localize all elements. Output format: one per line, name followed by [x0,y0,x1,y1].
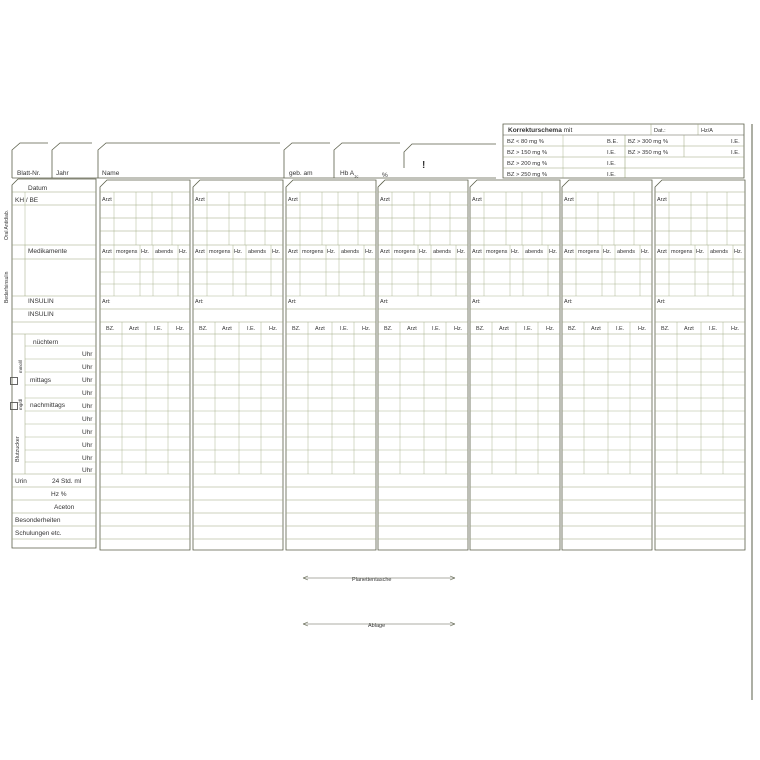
insulin1-label: INSULIN [28,298,54,305]
besonderheiten-label: Besonderheiten [15,517,61,524]
aceton-label: Aceton [54,504,75,511]
oral-antidiab-label: Oral Antidiab. [4,209,10,240]
bz-label: BZ. [661,326,670,332]
arzt-label: Arzt [195,197,205,203]
blatt-nr-label: Blatt-Nr. [17,170,41,177]
arzt-label: Arzt [195,249,205,255]
arzt-label: Arzt [472,197,482,203]
art-label: Art: [564,299,573,305]
hz-label: Hz. [549,249,558,255]
hz-label: Hz. [457,249,466,255]
nachmittags-label: nachmittags [30,402,66,409]
mgdl-label: mg/dl [18,398,23,410]
jahr-label: Jahr [56,170,69,177]
hz-label: Hz. [511,249,520,255]
abends-label: abends [525,249,544,255]
arzt-label: Arzt [315,326,325,332]
hz-label: Hz. [696,249,705,255]
bz-label: BZ. [568,326,577,332]
urin-label: Urin [15,478,27,485]
arzt-label: Arzt [564,249,574,255]
uhr-label: Uhr [82,377,93,384]
hz-label: Hz. [734,249,743,255]
ie-label: I.E. [524,326,533,332]
korrektur-row-left-unit: B.E. [607,139,618,145]
arzt-label: Arzt [129,326,139,332]
uhr-label: Uhr [82,467,93,474]
hz-label: Hz. [365,249,374,255]
insulin2-label: INSULIN [28,311,54,318]
std-label: 24 Std. ml [52,478,82,485]
kh-be-label: KH / BE [15,197,39,204]
blutzucker-label: Blutzucker [15,436,21,462]
uhr-label: Uhr [82,390,93,397]
arzt-label: Arzt [657,249,667,255]
mmol-label: mmol/l [18,359,23,373]
geb-am-label: geb. am [289,170,313,177]
bz-label: BZ. [476,326,485,332]
art-label: Art: [195,299,204,305]
uhr-label: Uhr [82,416,93,423]
ablage-label: Ablage [368,623,386,629]
korrektur-row-left: BZ > 250 mg % [507,172,548,178]
uhr-label: Uhr [82,403,93,410]
korrektur-row-left-unit: I.E. [607,172,616,178]
arzt-label: Arzt [222,326,232,332]
hz-label: Hz. [269,326,278,332]
arzt-label: Arzt [472,249,482,255]
uhr-label: Uhr [82,351,93,358]
hz-label: Hz. [419,249,428,255]
hz-label: Hz. [454,326,463,332]
bz-label: BZ. [292,326,301,332]
korrektur-row-left: BZ < 80 mg % [507,139,544,145]
hza-label: Hz/A [701,128,713,134]
uhr-label: Uhr [82,364,93,371]
ie-label: I.E. [154,326,163,332]
hz-label: Hz. [362,326,371,332]
korrektur-title: Korrekturschema mit [508,127,573,134]
arzt-label: Arzt [591,326,601,332]
hz-label: Hz. [327,249,336,255]
korrektur-row-left-unit: I.E. [607,161,616,167]
uhr-label: Uhr [82,429,93,436]
ie-label: I.E. [247,326,256,332]
art-label: Art: [657,299,666,305]
arzt-label: Arzt [288,249,298,255]
planetten-label: Planettentasche [352,577,392,583]
abends-label: abends [155,249,174,255]
morgens-label: morgens [578,249,600,255]
hz-label: Hz. [141,249,150,255]
datum-label: Datum [28,185,48,192]
abends-label: abends [341,249,360,255]
abends-label: abends [433,249,452,255]
morgens-label: morgens [302,249,324,255]
ie-label: I.E. [709,326,718,332]
nuechtern-label: nüchtern [33,339,59,346]
morgens-label: morgens [116,249,138,255]
art-label: Art: [102,299,111,305]
korrektur-row-left: BZ > 150 mg % [507,150,548,156]
art-label: Art: [472,299,481,305]
percent-label: % [382,172,388,179]
arzt-label: Arzt [288,197,298,203]
dat-label: Dat.: [654,128,666,134]
arzt-label: Arzt [564,197,574,203]
korrektur-row-right-unit: I.E. [731,139,740,145]
morgens-label: morgens [394,249,416,255]
arzt-label: Arzt [499,326,509,332]
exclamation-mark: ! [422,160,426,171]
hz-label: Hz. [176,326,185,332]
arzt-label: Arzt [684,326,694,332]
abends-label: abends [617,249,636,255]
morgens-label: morgens [671,249,693,255]
schulungen-label: Schulungen etc. [15,530,62,537]
bz-label: BZ. [106,326,115,332]
korrektur-row-left: BZ > 200 mg % [507,161,548,167]
hz-pct-label: Hz % [51,491,67,498]
medikamente-label: Medikamente [28,248,68,255]
hba-label: Hb $A_{1c}$ [340,170,359,179]
morgens-label: morgens [209,249,231,255]
art-label: Art: [288,299,297,305]
korrektur-row-right: BZ > 350 mg % [628,150,669,156]
arzt-label: Arzt [102,197,112,203]
morgens-label: morgens [486,249,508,255]
bedarfsinsulin-label: Bedarfsinsulin [4,271,10,303]
arzt-label: Arzt [407,326,417,332]
ie-label: I.E. [340,326,349,332]
hz-label: Hz. [179,249,188,255]
ie-label: I.E. [432,326,441,332]
hz-label: Hz. [641,249,650,255]
hz-label: Hz. [731,326,740,332]
abends-label: abends [710,249,729,255]
abends-label: abends [248,249,267,255]
ie-label: I.E. [616,326,625,332]
bz-label: BZ. [199,326,208,332]
art-label: Art: [380,299,389,305]
arzt-label: Arzt [657,197,667,203]
hz-label: Hz. [638,326,647,332]
mittags-label: mittags [30,377,51,384]
korrektur-row-right: BZ > 300 mg % [628,139,669,145]
bz-label: BZ. [384,326,393,332]
name-label: Name [102,170,120,177]
arzt-label: Arzt [380,197,390,203]
hz-label: Hz. [234,249,243,255]
hz-label: Hz. [603,249,612,255]
hz-label: Hz. [272,249,281,255]
korrektur-row-right-unit: I.E. [731,150,740,156]
arzt-label: Arzt [102,249,112,255]
arzt-label: Arzt [380,249,390,255]
korrektur-row-left-unit: I.E. [607,150,616,156]
uhr-label: Uhr [82,442,93,449]
hz-label: Hz. [546,326,555,332]
uhr-label: Uhr [82,455,93,462]
